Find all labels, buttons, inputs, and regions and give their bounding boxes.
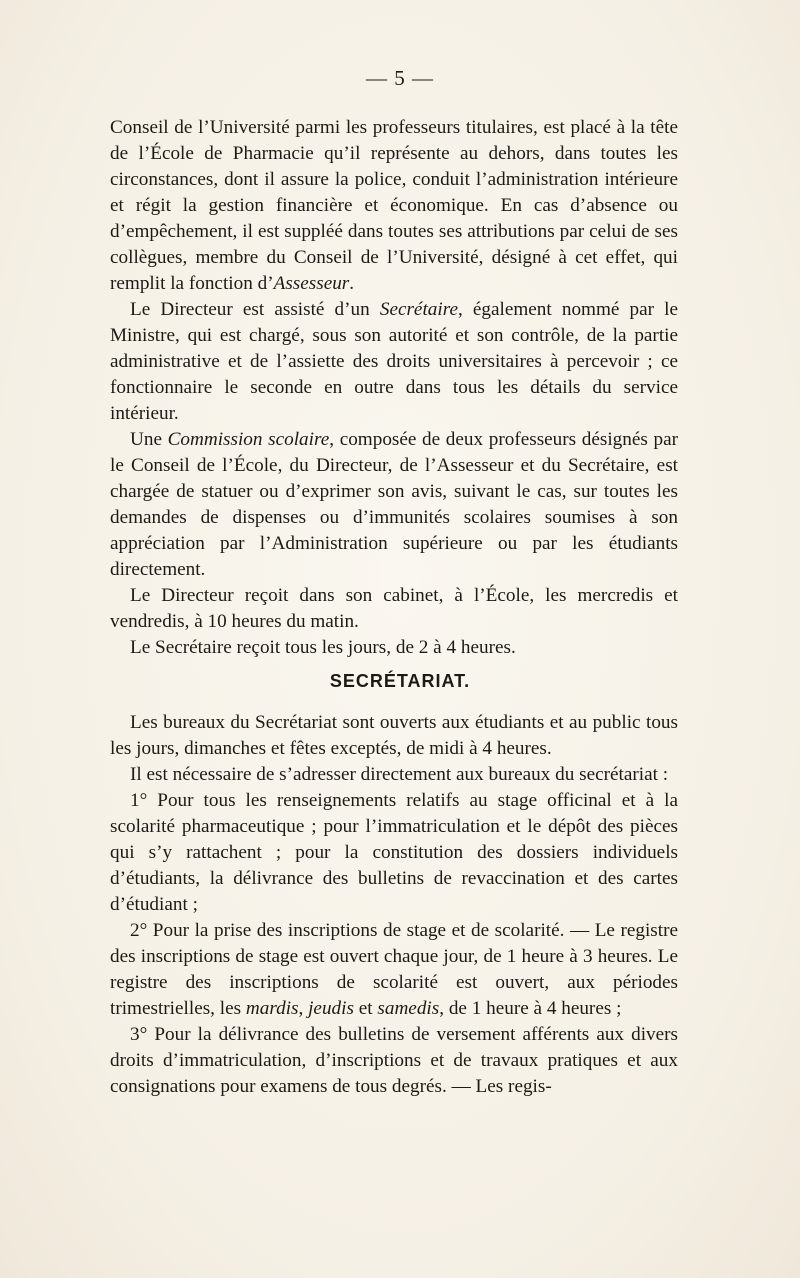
emphasis-secretaire: Secrétaire (379, 299, 458, 320)
text-section-secretariat (110, 710, 678, 1100)
paragraph-text: Conseil de l’Université parmi les professeurs titulaires, est placé à la tête de l’École de Pharmacie qu’il représente au dehors, dans toutes les circonstances, dont il assure la police, conduit l’administration intérieure et régit la gestion financière et économique. En cas d’absence ou d’empêchement, il est suppléé dans toutes ses attributions par celui de ses collègues, membre du Conseil de l’Université, désigné à cet effet, qui remplit la fonction d’ (110, 117, 678, 294)
paragraph-text: . (349, 273, 355, 294)
emphasis-jeudis: jeudis (308, 998, 354, 1019)
paragraph-text: , composée de deux professeurs désignés par le Conseil de l’École, du Directeur, de l’Assesseur et du Secrétaire, est chargée de statuer ou d’exprimer son avis, suivant le cas, sur toutes les demandes de dispenses ou d’immunités scolaires soumises à son appréciation par l’Administration supérieure ou par les étudiants directement. (110, 429, 678, 580)
paragraph-text: Une (130, 429, 168, 450)
section-heading: SECRÉTARIAT. (329, 671, 471, 691)
paragraph-text: Le Directeur est assisté d’un (130, 299, 380, 320)
emphasis-assesseur: Assesseur (273, 273, 350, 294)
emphasis-mardis: mardis (245, 998, 299, 1019)
paragraph-secretary (110, 297, 678, 427)
paragraph-address-instructions: Il est nécessaire de s’adresser directement aux bureaux du secrétariat : (130, 764, 669, 785)
list-item-2 (110, 918, 678, 1022)
emphasis-samedis: samedis (377, 998, 440, 1019)
paragraph-text: , de 1 heure à 4 heures ; (439, 998, 622, 1019)
paragraph-director-role (110, 115, 678, 297)
paragraph-text: , également nommé par le Ministre, qui est chargé, sous son autorité et son contrôle, de la partie administrative et de l’assiette des droits universitaires à percevoir ; ce fonctionnaire le seconde en outre dans tous les détails du service intérieur. (110, 299, 678, 424)
emphasis-commission: Commission scolaire (167, 429, 330, 450)
text-section-direction (110, 115, 678, 661)
paragraph-text: , (298, 998, 309, 1019)
paragraph-commission (110, 427, 678, 583)
paragraph-office-hours: Les bureaux du Secrétariat sont ouverts aux étudiants et au public tous les jours, dimanches et fêtes exceptés, de midi à 4 heures. (110, 712, 678, 759)
paragraph-text: 2° Pour la prise des inscriptions de stage et de scolarité. — Le registre des inscriptions de stage est ouvert chaque jour, de 1 heure à 3 heures. Le registre des inscriptions de scolarité est ouvert, aux périodes trimestrielles, les (110, 920, 678, 1019)
list-item-1: 1° Pour tous les renseignements relatifs au stage officinal et à la scolarité pharmaceutique ; pour l’immatriculation et le dépôt des pièces qui s’y rattachent ; pour la constitution des dossiers individuels d’étudiants, la délivrance des bulletins de revaccination et des cartes d’étudiant ; (110, 790, 678, 915)
paragraph-director-hours: Le Directeur reçoit dans son cabinet, à l’École, les mercredis et vendredis, à 10 heures du matin. (110, 585, 678, 632)
page-number: — 5 — (366, 66, 434, 90)
list-item-3: 3° Pour la délivrance des bulletins de versement afférents aux divers droits d’immatriculation, d’inscriptions et de travaux pratiques et aux consignations pour examens de tous degrés. — Les regis- (110, 1024, 678, 1097)
paragraph-secretary-hours: Le Secrétaire reçoit tous les jours, de 2 à 4 heures. (130, 637, 516, 658)
paragraph-text: et (353, 998, 378, 1019)
